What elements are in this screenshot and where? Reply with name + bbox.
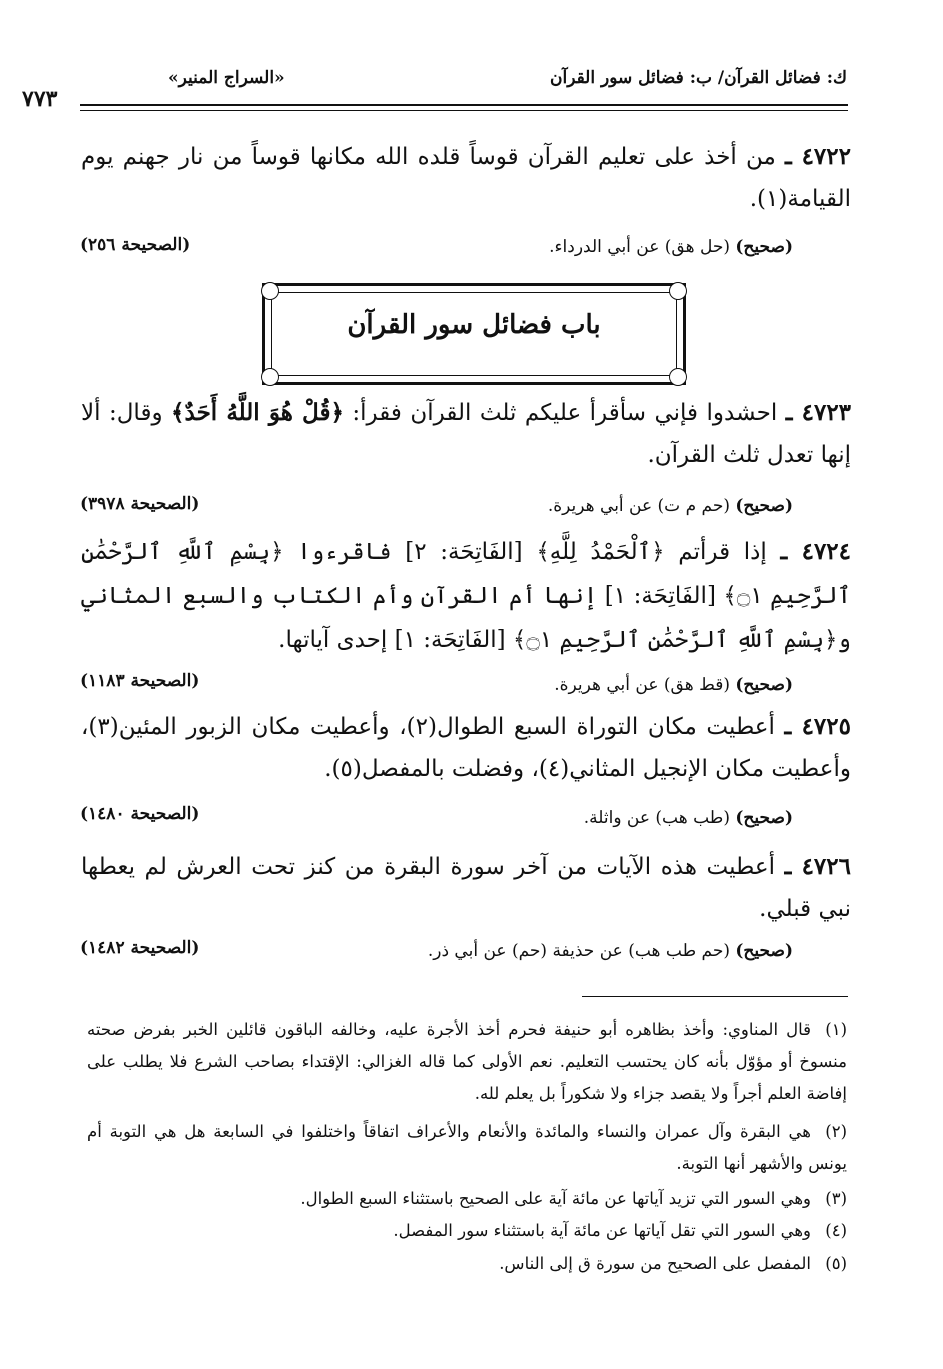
hadith-text: من أخذ على تعليم القرآن قوساً قلده الله مكانها قوساً من نار جهنم يوم القيامة(١).: [81, 144, 851, 212]
footnote-text: هي البقرة وآل عمران والنساء والمائدة والأنعام والأعراف اتفاقاً واختلفوا في السابعة هل هي التوبة أم يونس والأشهر أنها التوبة.: [87, 1122, 847, 1173]
footnote-number: (٤): [825, 1221, 847, 1240]
hadith-reference: (الصحيحة ١٤٨٢): [80, 938, 200, 958]
hadith-source: [584, 806, 793, 830]
hadith-4723: [81, 392, 851, 476]
running-header-section: ك: فضائل القرآن/ ب: فضائل سور القرآن: [549, 68, 847, 88]
hadith-narrators: (حم م ت) عن أبي هريرة.: [547, 496, 730, 516]
footnote-number: (٢): [825, 1122, 847, 1141]
hadith-narrators: (حم طب هب) عن حذيفة (حم) عن أبي ذر.: [427, 941, 730, 961]
hadith-text: أعطيت مكان التوراة السبع الطوال(٢)، وأعطيت مكان الزبور المئين(٣)، وأعطيت مكان الإنجيل المثاني(٤)، وفضلت بالمفصل(٥).: [81, 714, 851, 782]
footnote-3: [87, 1183, 847, 1215]
footnote-2: [87, 1116, 847, 1180]
hadith-grade: (صحيح): [735, 675, 793, 695]
hadith-narrators: (حل هق) عن أبي الدرداء.: [549, 237, 730, 257]
quran-verse: ﴿قُلْ هُوَ اللَّهُ أَحَدٌ﴾: [171, 399, 344, 426]
footnote-text: المفصل على الصحيح من سورة ق إلى الناس.: [499, 1254, 811, 1273]
footnote-text: وهي السور التي تزيد آياتها عن مائة آية على الصحيح باستثناء السبع الطوال.: [300, 1189, 811, 1208]
hadith-grade: (صحيح): [735, 808, 793, 828]
hadith-text: احشدوا فإني سأقرأ عليكم ثلث القرآن فقرأ:: [352, 400, 778, 426]
hadith-number: ٤٧٢٢ ـ: [784, 143, 851, 170]
frame-corner-ornament: [669, 368, 687, 386]
hadith-source: [549, 235, 793, 259]
frame-corner-ornament: [261, 368, 279, 386]
hadith-4724: [81, 530, 851, 662]
hadith-source: [428, 939, 793, 963]
hadith-reference: (الصحيحة ١١٨٣): [80, 671, 200, 691]
hadith-number: ٤٧٢٣ ـ: [785, 399, 852, 426]
page-number: ٧٧٣: [22, 86, 58, 112]
footnote-number: (٥): [825, 1254, 847, 1273]
chapter-title: باب فضائل سور القرآن: [347, 310, 601, 340]
chapter-title-box: [262, 283, 686, 385]
hadith-4726: [81, 846, 851, 930]
hadith-narrators: (قط هق) عن أبي هريرة.: [554, 675, 730, 695]
footnote-4: [87, 1215, 847, 1247]
hadith-text-continued: وقال: ألا إنها تعدل ثلث القرآن.: [81, 400, 851, 468]
hadith-grade: (صحيح): [735, 237, 793, 257]
hadith-source: [548, 494, 793, 518]
hadith-grade: (صحيح): [735, 941, 793, 961]
hadith-reference: (الصحيحة ٢٥٦): [80, 235, 191, 255]
footnote-number: (٣): [825, 1189, 847, 1208]
hadith-text: إذا قرأتم ﴿ٱلْحَمْدُ لِلَّهِ﴾ [الفَاتِحَة: ٢] فاقرءوا ﴿بِسْمِ ٱللَّهِ ٱلرَّحْمَٰنِ ٱلرَّحِيمِ ۝١﴾ [الفَاتِحَة: ١] إنها أم القرآن وأم الكتاب والسبع المثاني و﴿بِسْمِ ٱللَّهِ ٱلرَّحْمَٰنِ ٱلرَّحِيمِ ۝١﴾ [الفَاتِحَة: ١] إحدى آياتها.: [81, 539, 851, 653]
hadith-reference: (الصحيحة ١٤٨٠): [80, 804, 200, 824]
footnote-number: (١): [825, 1020, 847, 1039]
hadith-text: أعطيت هذه الآيات من آخر سورة البقرة من كنز تحت العرش لم يعطها نبي قبلي.: [81, 854, 851, 922]
hadith-reference: (الصحيحة ٣٩٧٨): [80, 494, 200, 514]
hadith-source: [554, 673, 793, 697]
hadith-number: ٤٧٢٦ ـ: [784, 853, 851, 880]
footnote-5: [87, 1248, 847, 1280]
hadith-narrators: (طب هب) عن واثلة.: [583, 808, 730, 828]
hadith-4725: [81, 706, 851, 790]
hadith-grade: (صحيح): [735, 496, 793, 516]
header-rule-thick: [80, 104, 848, 106]
running-header-book: «السراج المنير»: [168, 68, 285, 88]
hadith-number: ٤٧٢٤ ـ: [780, 538, 852, 565]
frame-corner-ornament: [261, 282, 279, 300]
header-rule-thin: [80, 110, 848, 111]
hadith-number: ٤٧٢٥ ـ: [784, 713, 851, 740]
footnote-separator: [582, 996, 848, 997]
frame-corner-ornament: [669, 282, 687, 300]
footnote-text: وهي السور التي تقل آياتها عن مائة آية باستثناء سور المفصل.: [393, 1221, 811, 1240]
footnote-text: قال المناوي: وأخذ بظاهره أبو حنيفة فحرم أخذ الأجرة عليه، وخالفه الباقون قائلين الخبر بفرض صحته منسوخ أو مؤوّل بأنه كان يحتسب التعليم. نعم الأولى كما قاله الغزالي: الإقتداء بصاحب الشرع فلا يطلب على إفاضة العلم أجراً ولا يقصد جزاء ولا شكوراً بل يعلم لله.: [87, 1020, 847, 1103]
hadith-4722: [81, 136, 851, 220]
footnote-1: [87, 1014, 847, 1110]
